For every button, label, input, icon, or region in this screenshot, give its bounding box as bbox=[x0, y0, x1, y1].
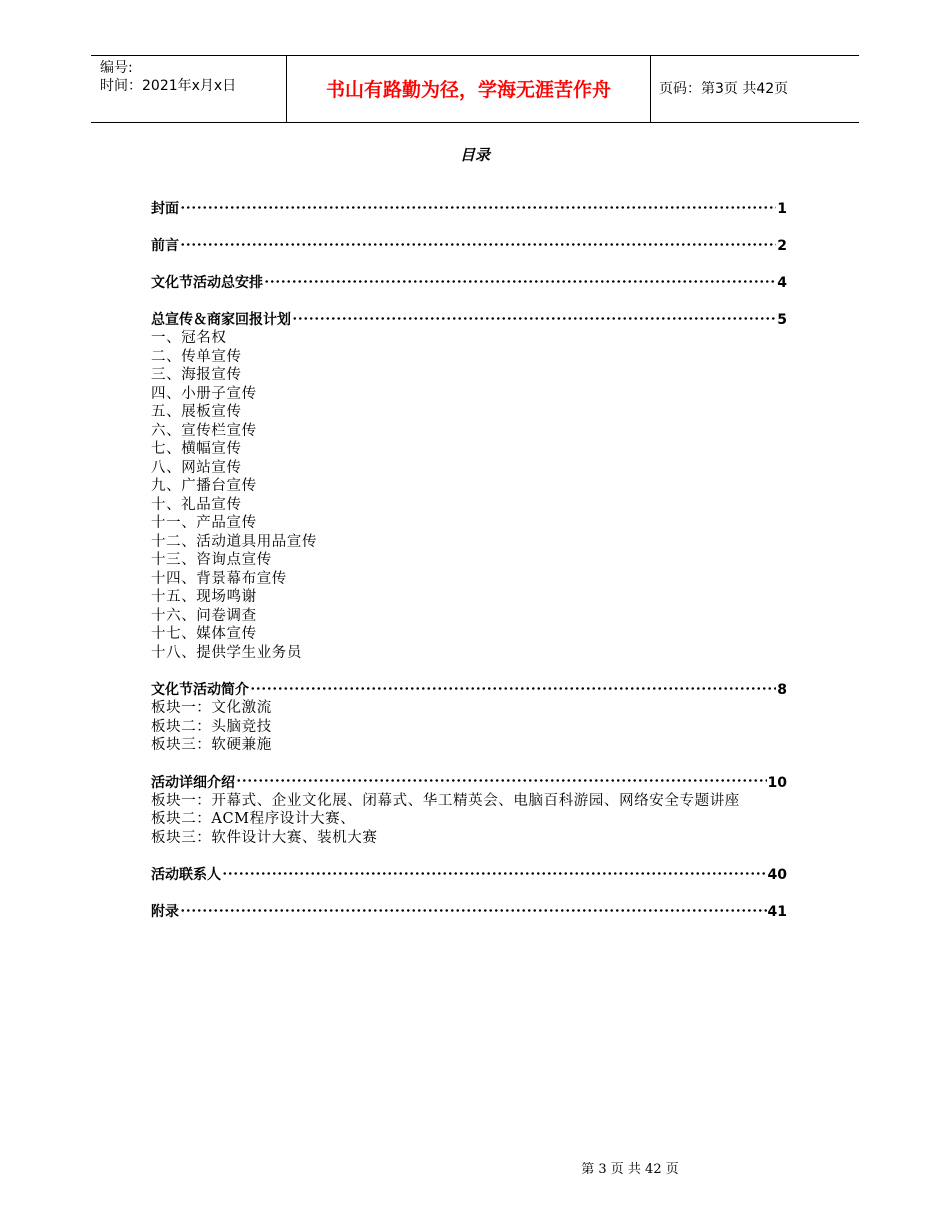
toc-subentry: 板块二：头脑竞技 bbox=[151, 718, 272, 735]
toc-subentry: 十六、问卷调查 bbox=[151, 607, 257, 624]
toc-subentry: 板块二：ACM程序设计大赛、 bbox=[151, 811, 356, 827]
toc-leader-dots bbox=[180, 238, 776, 250]
toc-entry-title: 文化节活动简介 bbox=[151, 682, 249, 698]
document-header bbox=[91, 55, 859, 123]
toc-subentry: 板块一：开幕式、企业文化展、闭幕式、华工精英会、电脑百科游园、网络安全专题讲座 bbox=[151, 792, 740, 809]
toc-entry-page: 41 bbox=[767, 904, 787, 920]
toc-subentry: 十七、媒体宣传 bbox=[151, 626, 257, 642]
header-page-code: 页码：第3页 共42页 bbox=[659, 81, 789, 97]
toc-subentry: 四、小册子宣传 bbox=[151, 385, 257, 402]
toc-entry bbox=[151, 903, 787, 921]
toc-entry-title: 文化节活动总安排 bbox=[151, 275, 263, 291]
toc-entry-title: 封面 bbox=[151, 201, 179, 217]
toc-leader-dots bbox=[250, 682, 776, 694]
page-footer: 第 3 页 共 42 页 bbox=[581, 1162, 679, 1177]
toc-subentry: 五、展板宣传 bbox=[151, 404, 242, 420]
toc-entry-page: 40 bbox=[767, 867, 787, 883]
toc-subentry: 十四、背景幕布宣传 bbox=[151, 570, 287, 587]
toc-entry bbox=[151, 311, 787, 329]
toc-subentry: 十八、提供学生业务员 bbox=[151, 644, 302, 661]
document-number-label: 编号: bbox=[100, 60, 133, 76]
toc-subentry: 九、广播台宣传 bbox=[151, 478, 257, 494]
toc-subentry: 板块一：文化激流 bbox=[151, 700, 272, 716]
toc-entry-page: 4 bbox=[777, 275, 787, 291]
toc-leader-dots bbox=[292, 312, 776, 324]
toc-entry-page: 8 bbox=[777, 682, 787, 698]
toc-subentry: 十五、现场鸣谢 bbox=[151, 589, 257, 605]
header-motto: 书山有路勤为径，学海无涯苦作舟 bbox=[325, 79, 611, 101]
toc-entry bbox=[151, 200, 787, 218]
toc-entry-page: 5 bbox=[777, 312, 787, 328]
toc-subentry: 一、冠名权 bbox=[151, 330, 227, 346]
toc-subentry: 板块三：软硬兼施 bbox=[151, 737, 272, 753]
header-motto-cell bbox=[286, 56, 651, 122]
toc-subentry: 板块三：软件设计大赛、装机大赛 bbox=[151, 829, 378, 846]
toc-entry-title: 活动详细介绍 bbox=[151, 774, 235, 791]
toc-leader-dots bbox=[264, 275, 776, 287]
toc-entry-page: 1 bbox=[777, 201, 787, 217]
toc-leader-dots bbox=[180, 904, 767, 916]
toc-entry bbox=[151, 866, 787, 884]
header-left-cell bbox=[91, 56, 286, 122]
toc-entry bbox=[151, 237, 787, 255]
toc-subentry: 七、横幅宣传 bbox=[151, 441, 242, 457]
toc-entry-title: 附录 bbox=[151, 904, 179, 920]
toc-subentry: 六、宣传栏宣传 bbox=[151, 422, 257, 439]
toc-leader-dots bbox=[222, 867, 767, 879]
toc-subentry: 三、海报宣传 bbox=[151, 367, 242, 383]
toc-subentry: 十、礼品宣传 bbox=[151, 496, 242, 513]
toc-entry-title: 总宣传＆商家回报计划 bbox=[151, 312, 291, 328]
toc-entry-title: 活动联系人 bbox=[151, 867, 221, 883]
document-time-label: 时间：2021年x月x日 bbox=[100, 78, 237, 94]
toc-subentry: 十一、产品宣传 bbox=[151, 515, 257, 531]
toc-entry-title: 前言 bbox=[151, 238, 179, 254]
toc-title: 目录 bbox=[459, 146, 490, 164]
toc-entry-page: 10 bbox=[767, 774, 787, 791]
toc-subentry: 二、传单宣传 bbox=[151, 348, 242, 365]
toc-leader-dots bbox=[180, 201, 776, 213]
toc-entry-page: 2 bbox=[777, 238, 787, 254]
header-right-cell bbox=[650, 56, 859, 122]
toc-subentry: 八、网站宣传 bbox=[151, 459, 242, 476]
toc-leader-dots bbox=[236, 775, 767, 787]
toc-entry bbox=[151, 274, 787, 292]
toc-subentry: 十三、咨询点宣传 bbox=[151, 552, 272, 568]
toc-subentry: 十二、活动道具用品宣传 bbox=[151, 533, 318, 550]
toc-entry bbox=[151, 681, 787, 699]
toc-entry bbox=[151, 774, 787, 792]
table-of-contents bbox=[151, 200, 787, 921]
